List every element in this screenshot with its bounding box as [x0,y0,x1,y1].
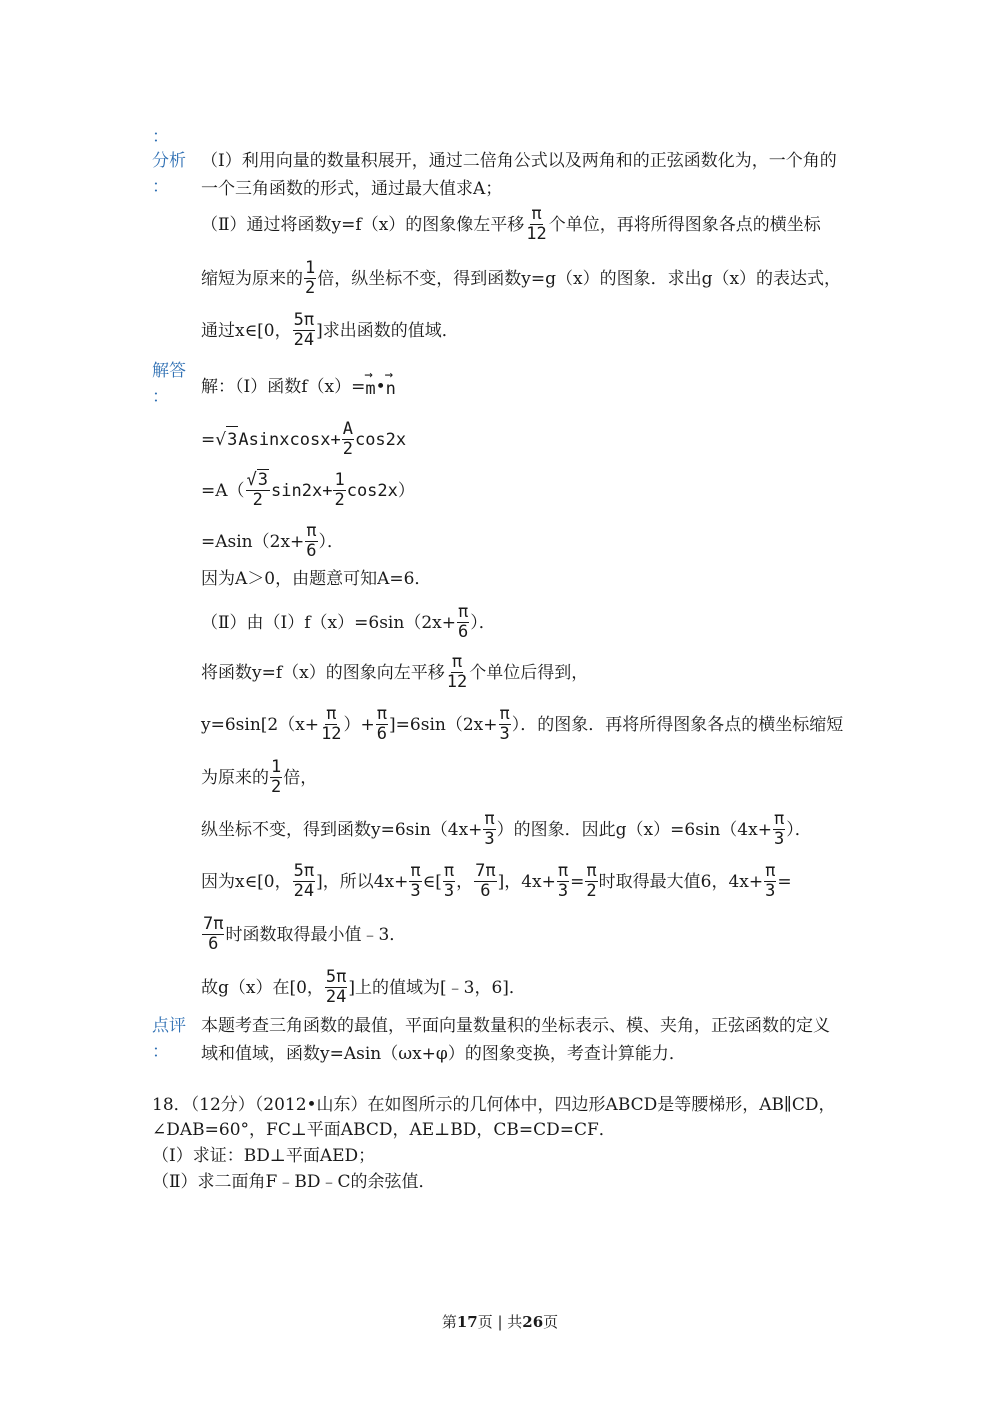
solution-line-9: 为原来的 $\frac{1}{2}$ 倍， [201,757,318,797]
analysis-part1: （Ⅰ）利用向量的数量积展开，通过二倍角公式以及两角和的正弦函数化为，一个角的一个三角函数的形式，通过最大值求A； [201,151,837,199]
analysis-part2: （Ⅱ）通过将函数y=f（x）的图象像左平移 $\frac{\pi}{12}$ 个单位，再将所得图象各点的横坐标 [201,204,821,244]
solution-line-12: $\frac{7\pi}{6}$ 时函数取得最小值﹣3． [203,914,407,954]
solution-line-6: （Ⅱ）由（Ⅰ）f（x）=6sin（2x+ $\frac{\pi}{6}$ ）． [201,602,496,642]
solution-line-10: 纵坐标不变，得到函数y=6sin（4x+ $\frac{\pi}{3}$ ）的图象．因此g（x）=6sin（4x+ $\frac{\pi}{3}$ ）． [201,809,812,849]
label-analysis: 分析 [152,151,186,171]
analysis-part3: 缩短为原来的 $\frac{1}{2}$ 倍，纵坐标不变，得到函数y=g（x）的图象．求出g（x）的表达式， [201,258,842,298]
solution-line-2: = √ 3 Asinxcosx+ $\frac{A}{2}$ cos2x [201,419,407,459]
label-colon: ： [152,387,169,407]
question-line: （Ⅰ）求证：BD⊥平面AED； [152,1146,376,1166]
page-footer: 第17页 | 共26页 [441,1313,559,1331]
solution-line-13: 故g（x）在[0， $\frac{5\pi}{24}$ ]上的值域为[﹣3，6]． [201,967,526,1007]
solution-line-11: 因为x∈[0， $\frac{5\pi}{24}$ ]，所以4x+ $\frac{\pi}{3}$ ∈[ $\frac{\pi}{3}$ ， $\frac{7\pi}{6}$ ]，4x+ $\frac{\pi}{3}$ = $\frac{\pi}{2}$ 时取得最大值6，4x+ $\frac{\pi}{3}$ = [201,861,792,901]
label-colon: ： [152,1042,169,1062]
label-comment: 点评 [152,1016,186,1036]
solution-line-4: =Asin（2x+ $\frac{\pi}{6}$ ）． [201,521,345,561]
solution-line-8: y=6sin[2（x+ $\frac{\pi}{12}$ ）+ $\frac{\pi}{6}$ ]=6sin（2x+ $\frac{\pi}{3}$ ）．的图象．再将所得图象各点的横坐标缩短 [201,704,844,744]
solution-line-1: 解：（Ⅰ）函数f（x）= → m • → n [201,372,396,402]
comment-text: 本题考查三角函数的最值，平面向量数量积的坐标表示、模、夹角，正弦函数的定义域和值域，函数y=Asin（ωx+φ）的图象变换，考查计算能力． [201,1016,830,1064]
label-colon: ： [152,127,169,147]
analysis-part4: 通过x∈[0， $\frac{5\pi}{24}$ ]求出函数的值域． [201,310,459,350]
question-line: 18．（12分）（2012•山东）在如图所示的几何体中，四边形ABCD是等腰梯形，AB∥CD， [152,1095,836,1115]
solution-line-5: 因为A＞0，由题意可知A=6． [201,569,432,589]
label-colon: ： [152,177,169,197]
label-answer: 解答 [152,361,186,381]
question-line: ∠DAB=60°，FC⊥平面ABCD，AE⊥BD，CB=CD=CF． [152,1120,616,1140]
question-line: （Ⅱ）求二面角F﹣BD﹣C的余弦值． [152,1172,436,1192]
solution-line-7: 将函数y=f（x）的图象向左平移 $\frac{\pi}{12}$ 个单位后得到， [201,652,589,692]
solution-line-3: =A（ $\frac{√3}{2}$ sin2x+ $\frac{1}{2}$ cos2x） [201,470,415,510]
